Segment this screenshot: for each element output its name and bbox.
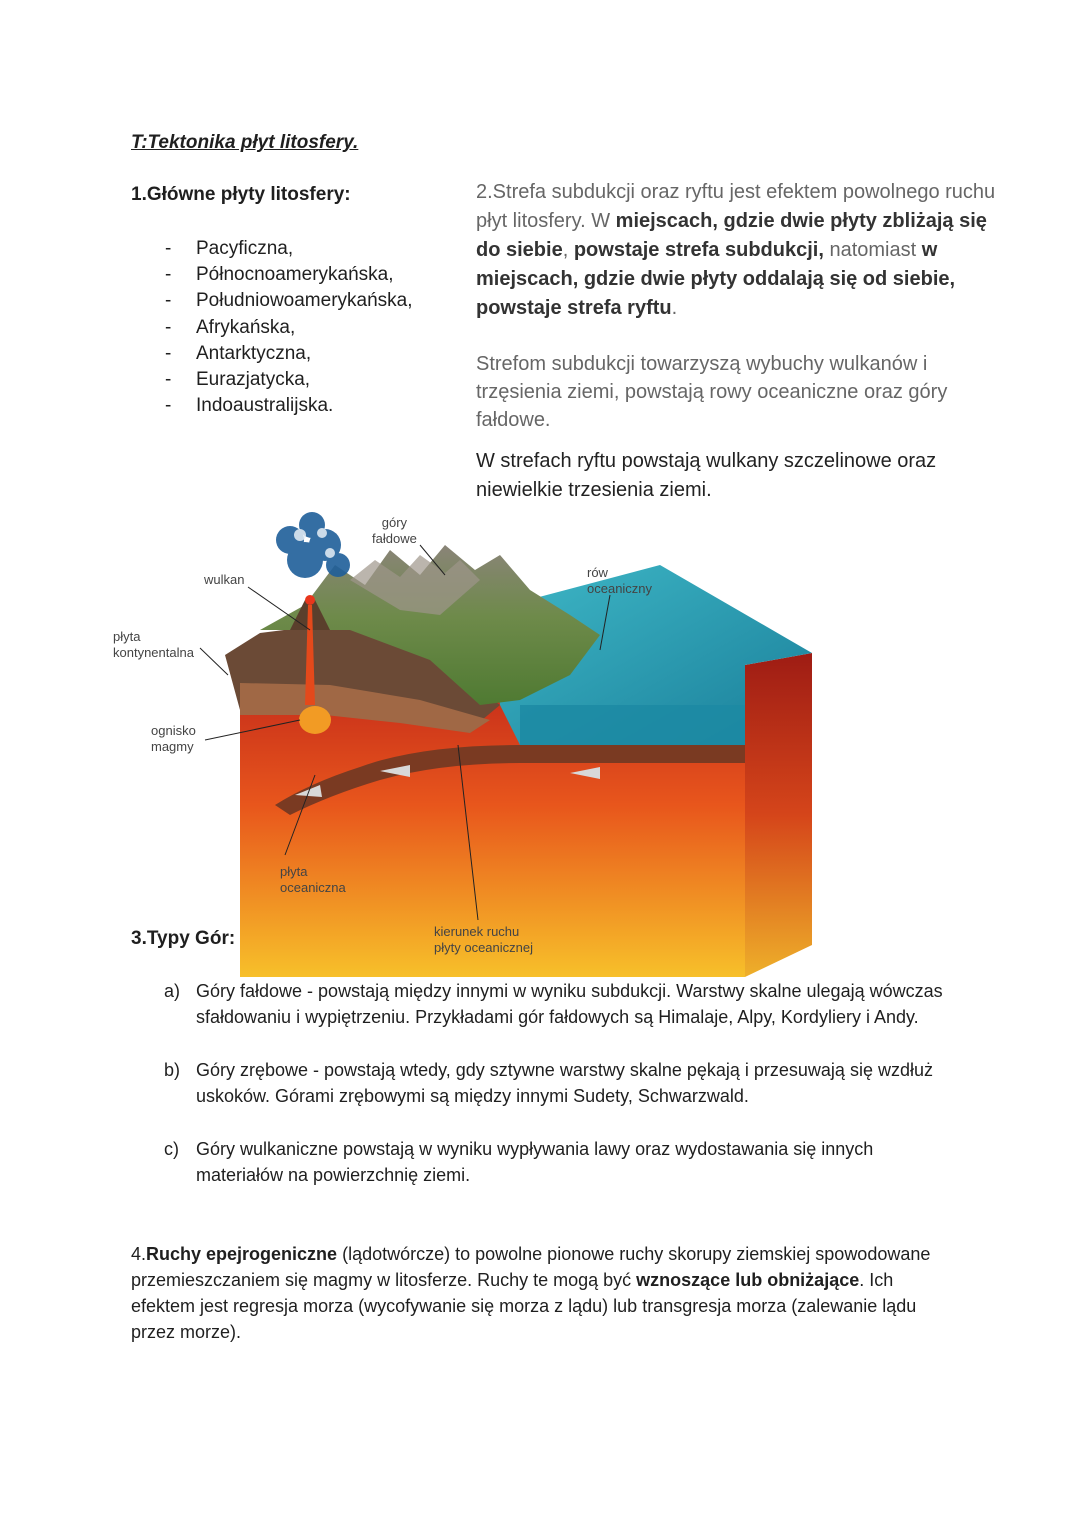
label-volcano: wulkan <box>204 572 245 587</box>
section2-paragraph: 2.Strefa subdukcji oraz ryftu jest efektem powolnego ruchu płyt litosfery. W miejscach, gdzie dwie płyty zbliżają się do siebie, powstaje strefa subdukcji, natomiast w miejscach, gdzie dwie płyty oddalają się od siebie, powstaje strefa ryftu. <box>476 181 996 319</box>
section1-heading: 1.Główne płyty litosfery: <box>131 184 351 205</box>
list-item: - Północnoamerykańska, <box>165 262 413 288</box>
section4-paragraph: 4.Ruchy epejrogeniczne (lądotwórcze) to powolne pionowe ruchy skorupy ziemskiej spowodowane przemieszczaniem się magmy w litosferze. Ruchy te mogą być wznoszące lub obniżające. Ich efektem jest regresja morza (wycofywanie się morza z lądu) lub transgresja morza (zalewanie lądu przez morze). <box>131 1244 931 1342</box>
section3-heading: 3.Typy Gór: <box>131 928 236 949</box>
list-item: b) Góry zrębowe - powstają wtedy, gdy sztywne warstwy skalne pękają i przesuwają się wzdłuż uskoków. Górami zrębowymi są między innymi Sudety, Schwarzwald. <box>164 1060 933 1106</box>
rift-paragraph: W strefach ryftu powstają wulkany szczelinowe oraz niewielkie trzesienia ziemi. <box>476 450 937 501</box>
list-item: - Indoaustralijska. <box>165 393 413 419</box>
label-direction: kierunek ruchu płyty oceanicznej <box>434 924 533 955</box>
plates-list <box>165 236 413 419</box>
subduction-paragraph: Strefom subdukcji towarzyszą wybuchy wulkanów i trzęsienia ziemi, powstają rowy oceaniczne oraz góry fałdowe. <box>476 353 948 431</box>
list-item: - Afrykańska, <box>165 315 413 341</box>
label-continental-plate: płyta kontynentalna <box>113 629 194 660</box>
eruption-cloud <box>276 512 350 578</box>
page-title: T:Tektonika płyt litosfery. <box>131 132 359 153</box>
label-oceanic-plate: płyta oceaniczna <box>280 864 346 895</box>
list-item: a) Góry fałdowe - powstają między innymi w wyniku subdukcji. Warstwy skalne ulegają wówczas sfałdowaniu i wypiętrzeniu. Przykładami gór fałdowych są Himalaje, Alpy, Kordyliery i Andy. <box>164 981 943 1027</box>
list-item: - Eurazjatycka, <box>165 367 413 393</box>
list-item: - Pacyficzna, <box>165 236 413 262</box>
mountain-types-list <box>164 978 964 1215</box>
list-item: c) Góry wulkaniczne powstają w wyniku wypływania lawy oraz wydostawania się innych materiałów na powierzchnię ziemi. <box>164 1139 874 1185</box>
label-trench: rów oceaniczny <box>587 565 653 596</box>
lava-top <box>305 595 315 605</box>
list-item: - Południowoamerykańska, <box>165 288 413 314</box>
label-magma-chamber: ognisko magmy <box>151 723 196 754</box>
ocean-front <box>520 705 745 745</box>
magma-chamber <box>299 706 331 734</box>
mantle-side <box>745 653 812 977</box>
list-item: - Antarktyczna, <box>165 341 413 367</box>
label-mountains: góry fałdowe <box>372 515 417 546</box>
